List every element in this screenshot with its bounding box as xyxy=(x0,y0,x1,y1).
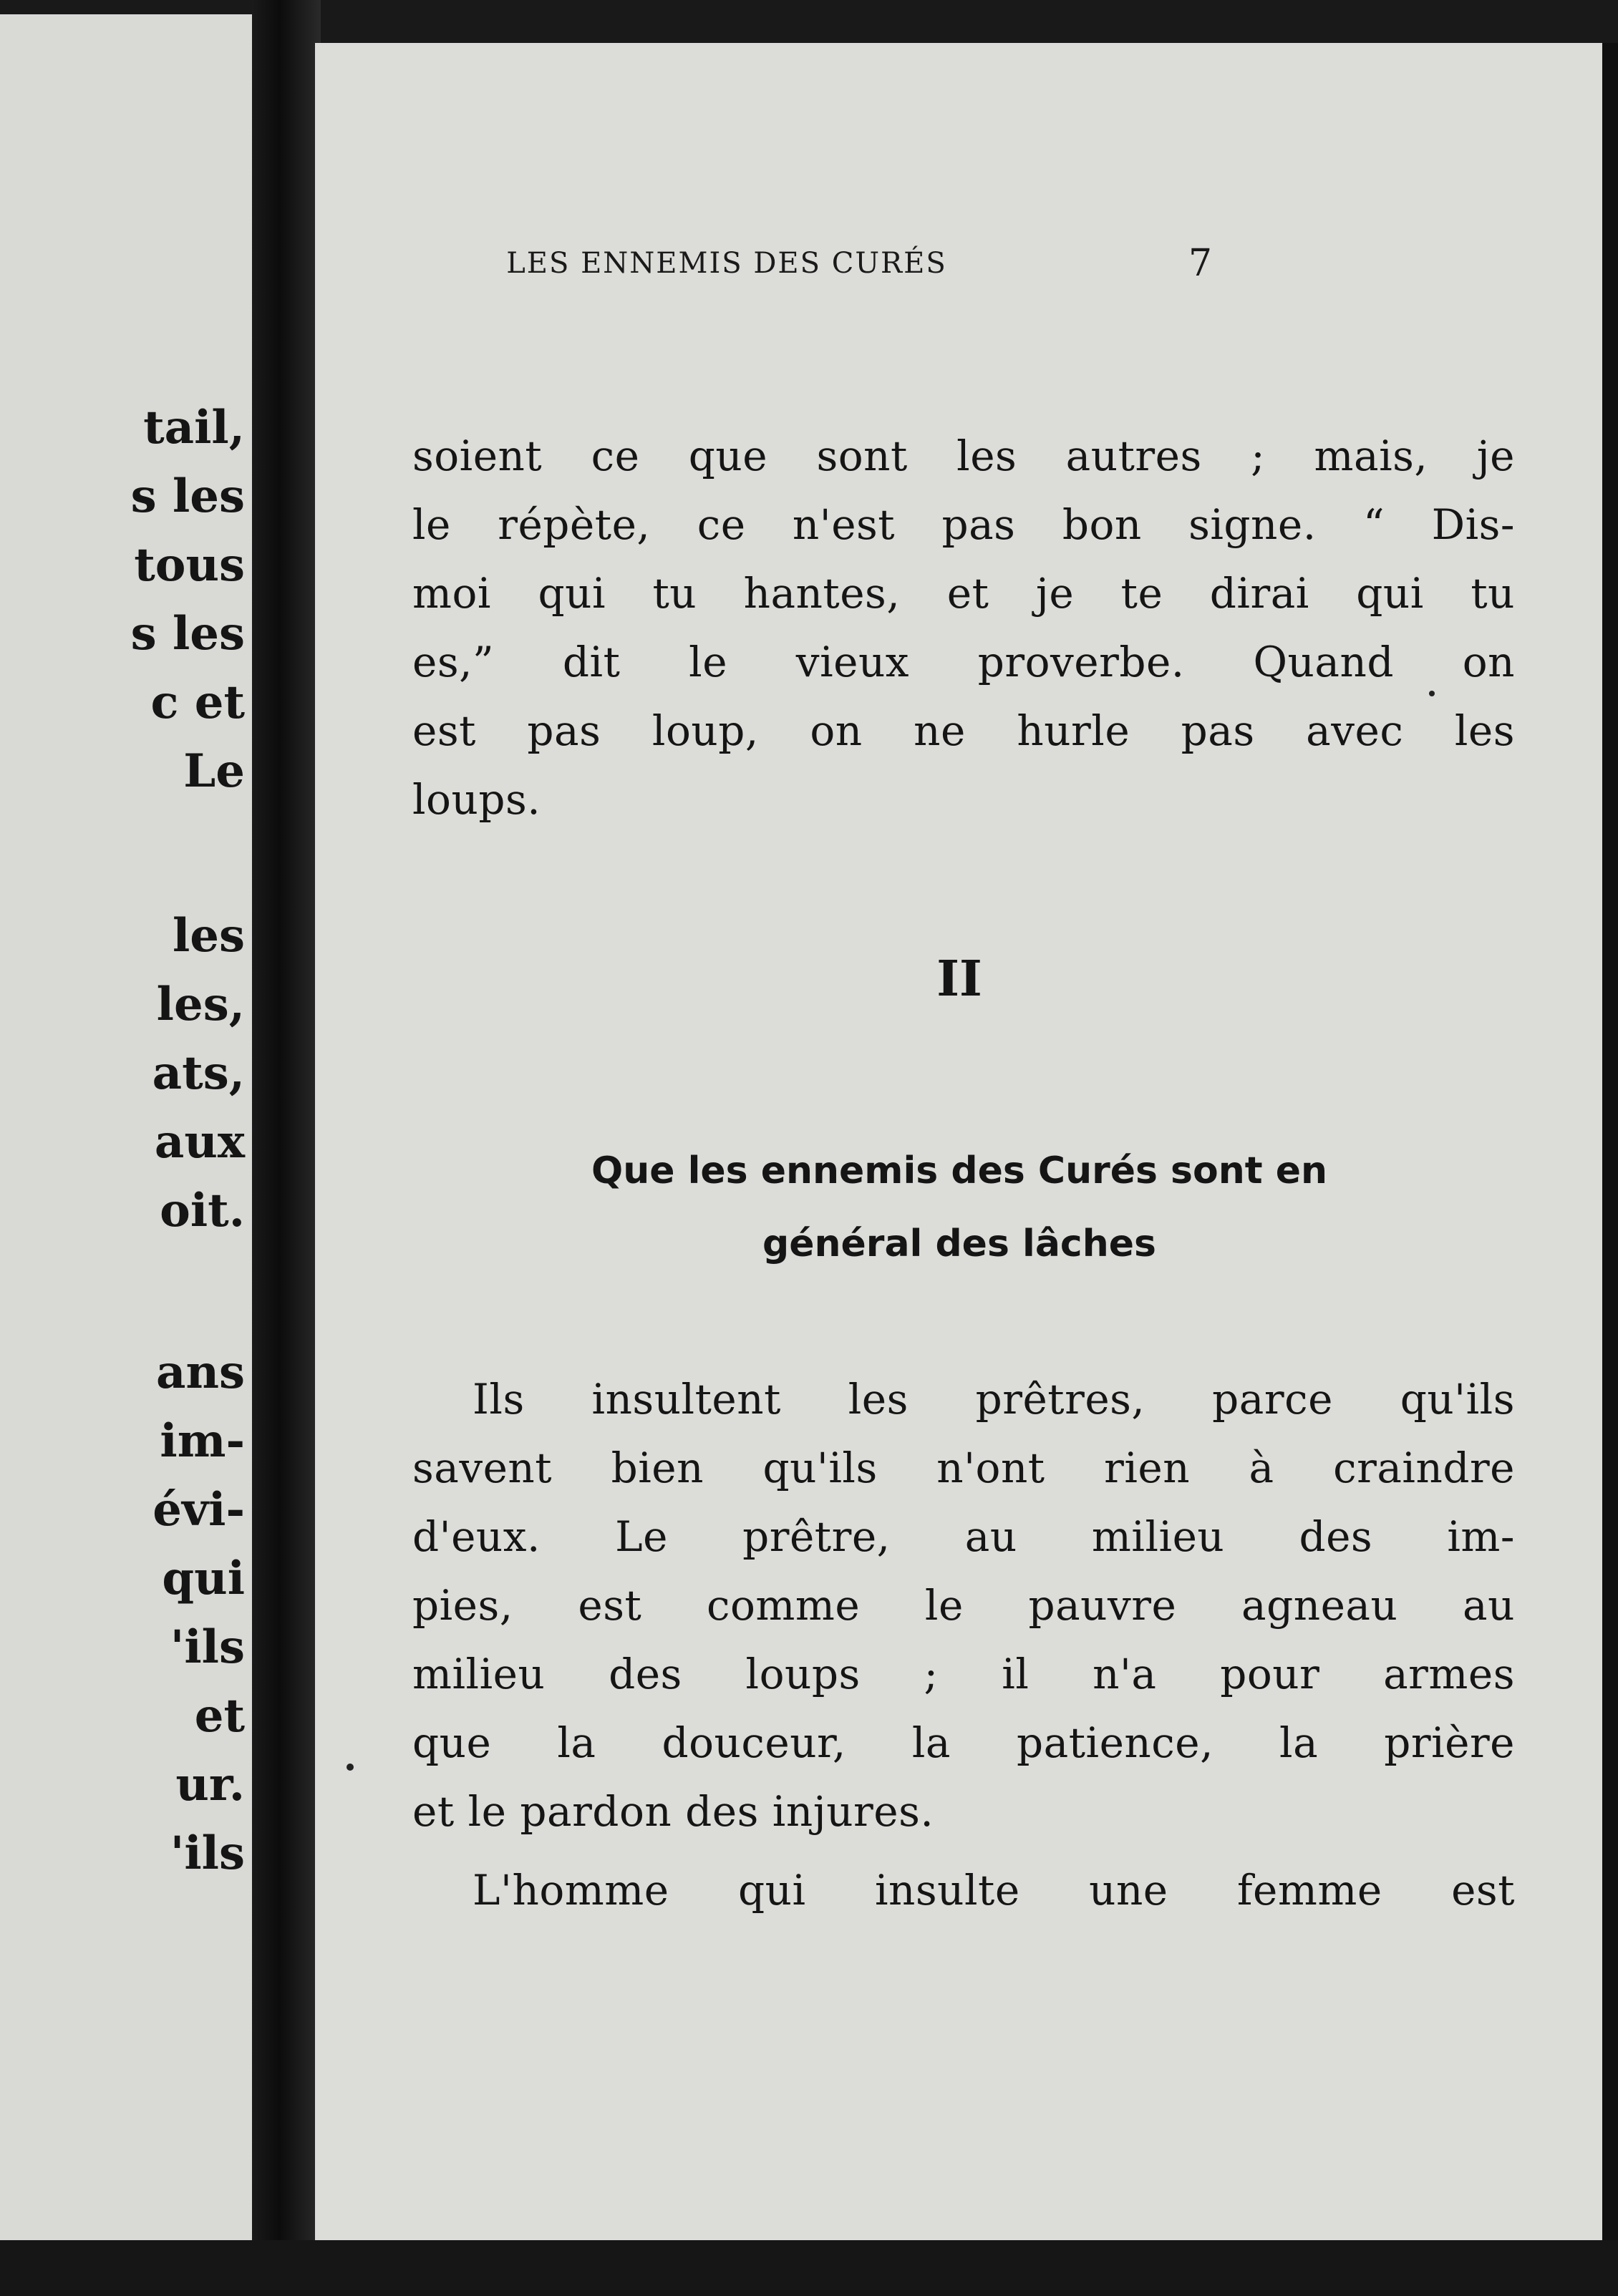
page-number: 7 xyxy=(1188,242,1213,285)
paragraph-line: d'eux. Le prêtre, au milieu des im- xyxy=(412,1512,1515,1561)
paragraph-line: milieu des loups ; il n'a pour armes xyxy=(412,1650,1515,1698)
book-gutter-shadow xyxy=(252,0,321,2296)
paragraph-line: pies, est comme le pauvre agneau au xyxy=(412,1581,1515,1630)
left-text-fragment: les, xyxy=(156,978,245,1031)
left-text-fragment: 'ils xyxy=(170,1620,245,1674)
left-text-fragment: s les xyxy=(130,470,245,523)
left-text-fragment: aux xyxy=(154,1115,245,1169)
chapter-title-line: Que les ennemis des Curés sont en xyxy=(591,1149,1327,1192)
paragraph-line: es,” dit le vieux proverbe. Quand on xyxy=(412,638,1515,686)
scan-bottom-border xyxy=(0,2240,1618,2296)
left-text-fragment: les xyxy=(172,909,245,963)
left-text-fragment: ans xyxy=(155,1346,245,1399)
paragraph-line: est pas loup, on ne hurle pas avec les xyxy=(412,706,1515,755)
page-edge-shadow xyxy=(1602,43,1618,2296)
left-text-fragment: im- xyxy=(160,1414,245,1468)
paragraph-line: Ils insultent les prêtres, parce qu'ils xyxy=(473,1375,1515,1424)
paragraph-line: et le pardon des injures. xyxy=(412,1787,934,1836)
chapter-title-line: général des lâches xyxy=(762,1222,1156,1265)
paragraph-line: le répète, ce n'est pas bon signe. “ Dis- xyxy=(412,500,1515,549)
paragraph-line: soient ce que sont les autres ; mais, je xyxy=(412,432,1515,480)
left-text-fragment: Le xyxy=(183,744,245,798)
left-text-fragment: tous xyxy=(134,538,245,592)
print-speck xyxy=(1429,691,1435,696)
left-text-fragment: évi- xyxy=(152,1483,245,1537)
left-text-fragment: tail, xyxy=(143,401,245,454)
chapter-numeral: II xyxy=(936,950,982,1008)
left-text-fragment: s les xyxy=(130,607,245,661)
paragraph-line: moi qui tu hantes, et je te dirai qui tu xyxy=(412,569,1515,618)
left-text-fragment: et xyxy=(194,1689,245,1743)
paragraph-line: L'homme qui insulte une femme est xyxy=(473,1866,1515,1915)
left-text-fragment: qui xyxy=(162,1552,245,1605)
page-right xyxy=(315,43,1604,2240)
paragraph-line: loups. xyxy=(412,775,541,824)
left-text-fragment: ats, xyxy=(152,1046,245,1100)
print-speck xyxy=(347,1764,354,1771)
left-text-fragment: ur. xyxy=(175,1758,245,1811)
left-text-fragment: c et xyxy=(150,676,245,729)
paragraph-line: que la douceur, la patience, la prière xyxy=(412,1718,1515,1767)
left-text-fragment: 'ils xyxy=(170,1826,245,1880)
left-text-fragment: oit. xyxy=(160,1184,245,1237)
paragraph-line: savent bien qu'ils n'ont rien à craindre xyxy=(412,1444,1515,1492)
facing-page-left xyxy=(0,14,252,2240)
running-head: LES ENNEMIS DES CURÉS xyxy=(506,247,947,280)
